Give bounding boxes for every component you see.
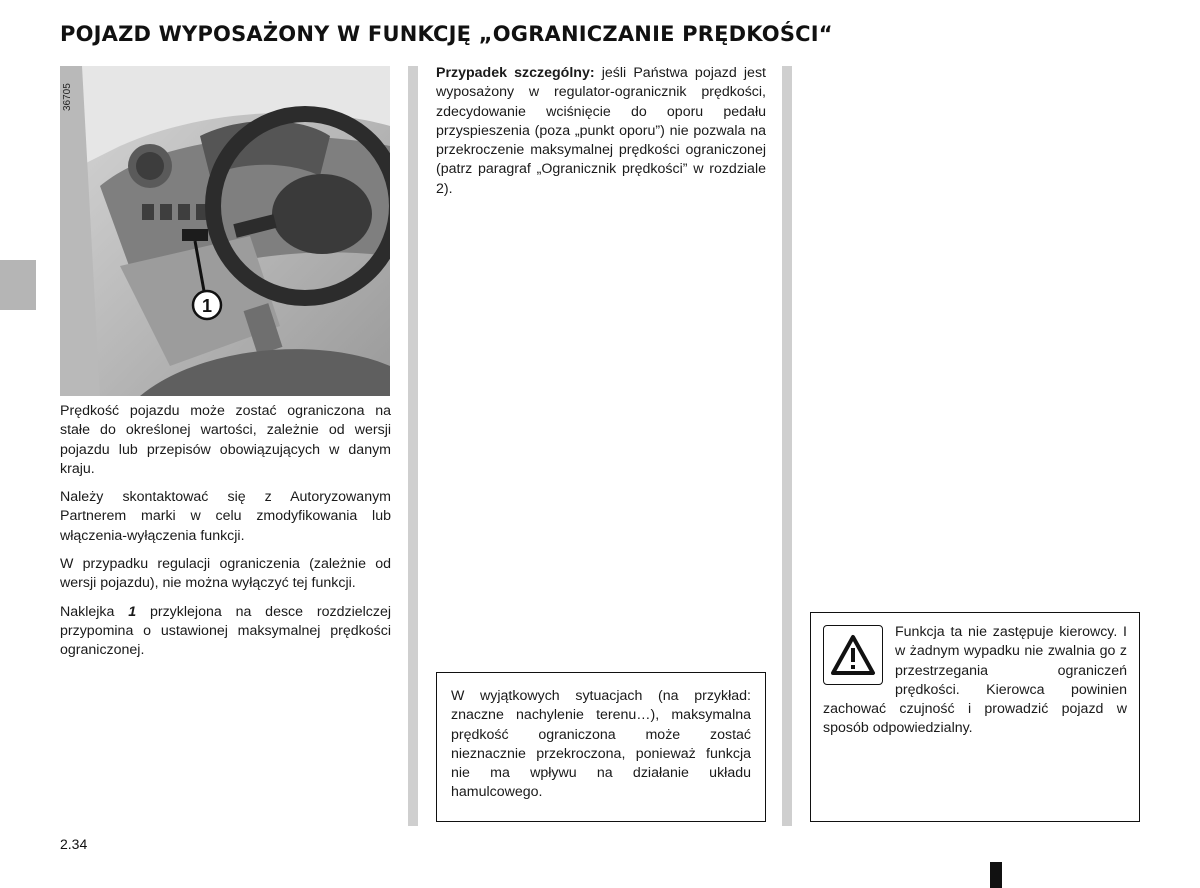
figure-reference-code: 36705 bbox=[62, 83, 73, 111]
column-divider bbox=[408, 66, 418, 826]
special-case-lead: Przypadek szczególny: bbox=[436, 65, 595, 81]
paragraph: Prędkość pojazdu może zostać ograniczona na stałe do określonej wartości, zależnie od wersji pojazdu lub przepisów obowiązujących w danym kraju. bbox=[60, 403, 391, 477]
paragraph-text: przyklejona na desce rozdzielczej przypomina o ustawionej maksymalnej prędkości ograniczonej. bbox=[60, 603, 391, 659]
callout-number: 1 bbox=[201, 296, 213, 316]
dashboard-photo bbox=[60, 66, 390, 396]
warning-triangle-icon bbox=[823, 625, 883, 685]
paragraph-sticker bbox=[60, 603, 391, 661]
page-corner-mark bbox=[990, 862, 1002, 888]
warning-box bbox=[810, 612, 1140, 822]
note-text: W wyjątkowych sytuacjach (na przykład: znaczne nachylenie terenu…), maksymalna prędkość ograniczona może zostać nieznacznie przekroczona, ponieważ funkcja nie ma wpływu na działanie układu hamulcowego. bbox=[451, 688, 751, 801]
paragraph-text: Naklejka bbox=[60, 603, 129, 620]
special-case-paragraph bbox=[436, 64, 766, 199]
note-box bbox=[436, 672, 766, 822]
paragraph: Należy skontaktować się z Autoryzowanym Partnerem marki w celu zmodyfikowania lub włączenia-wyłączenia funkcji. bbox=[60, 489, 391, 544]
column-divider bbox=[782, 66, 792, 826]
middle-column bbox=[436, 64, 766, 208]
chapter-tab bbox=[0, 260, 36, 310]
warning-text: Funkcja ta nie zastępuje kierowcy. I w żadnym wypadku nie zwalnia go z przestrzegania ograniczeń prędkości. Kierowca powinien zachować czujność i prowadzić pojazd w sposób odpowiedzialny. bbox=[823, 624, 1127, 737]
paragraph: W przypadku regulacji ograniczenia (zależnie od wersji pojazdu), nie można wyłączyć tej funkcji. bbox=[60, 556, 391, 592]
special-case-text: jeśli Państwa pojazd jest wyposażony w regulator-ogranicznik prędkości, zdecydowanie wciśnięcie do oporu pedału przyspieszenia (poza „punkt oporu”) nie pozwala na przekroczenie maksymalnej prędkości ograniczonej (patrz paragraf „Ogranicznik prędkości” w rozdziale 2). bbox=[436, 65, 766, 197]
page-title: POJAZD WYPOSAŻONY W FUNKCJĘ „OGRANICZANIE PRĘDKOŚCI“ bbox=[60, 22, 833, 46]
page-number: 2.34 bbox=[60, 836, 88, 852]
figure-ref: 1 bbox=[128, 603, 137, 620]
left-column bbox=[60, 402, 391, 670]
